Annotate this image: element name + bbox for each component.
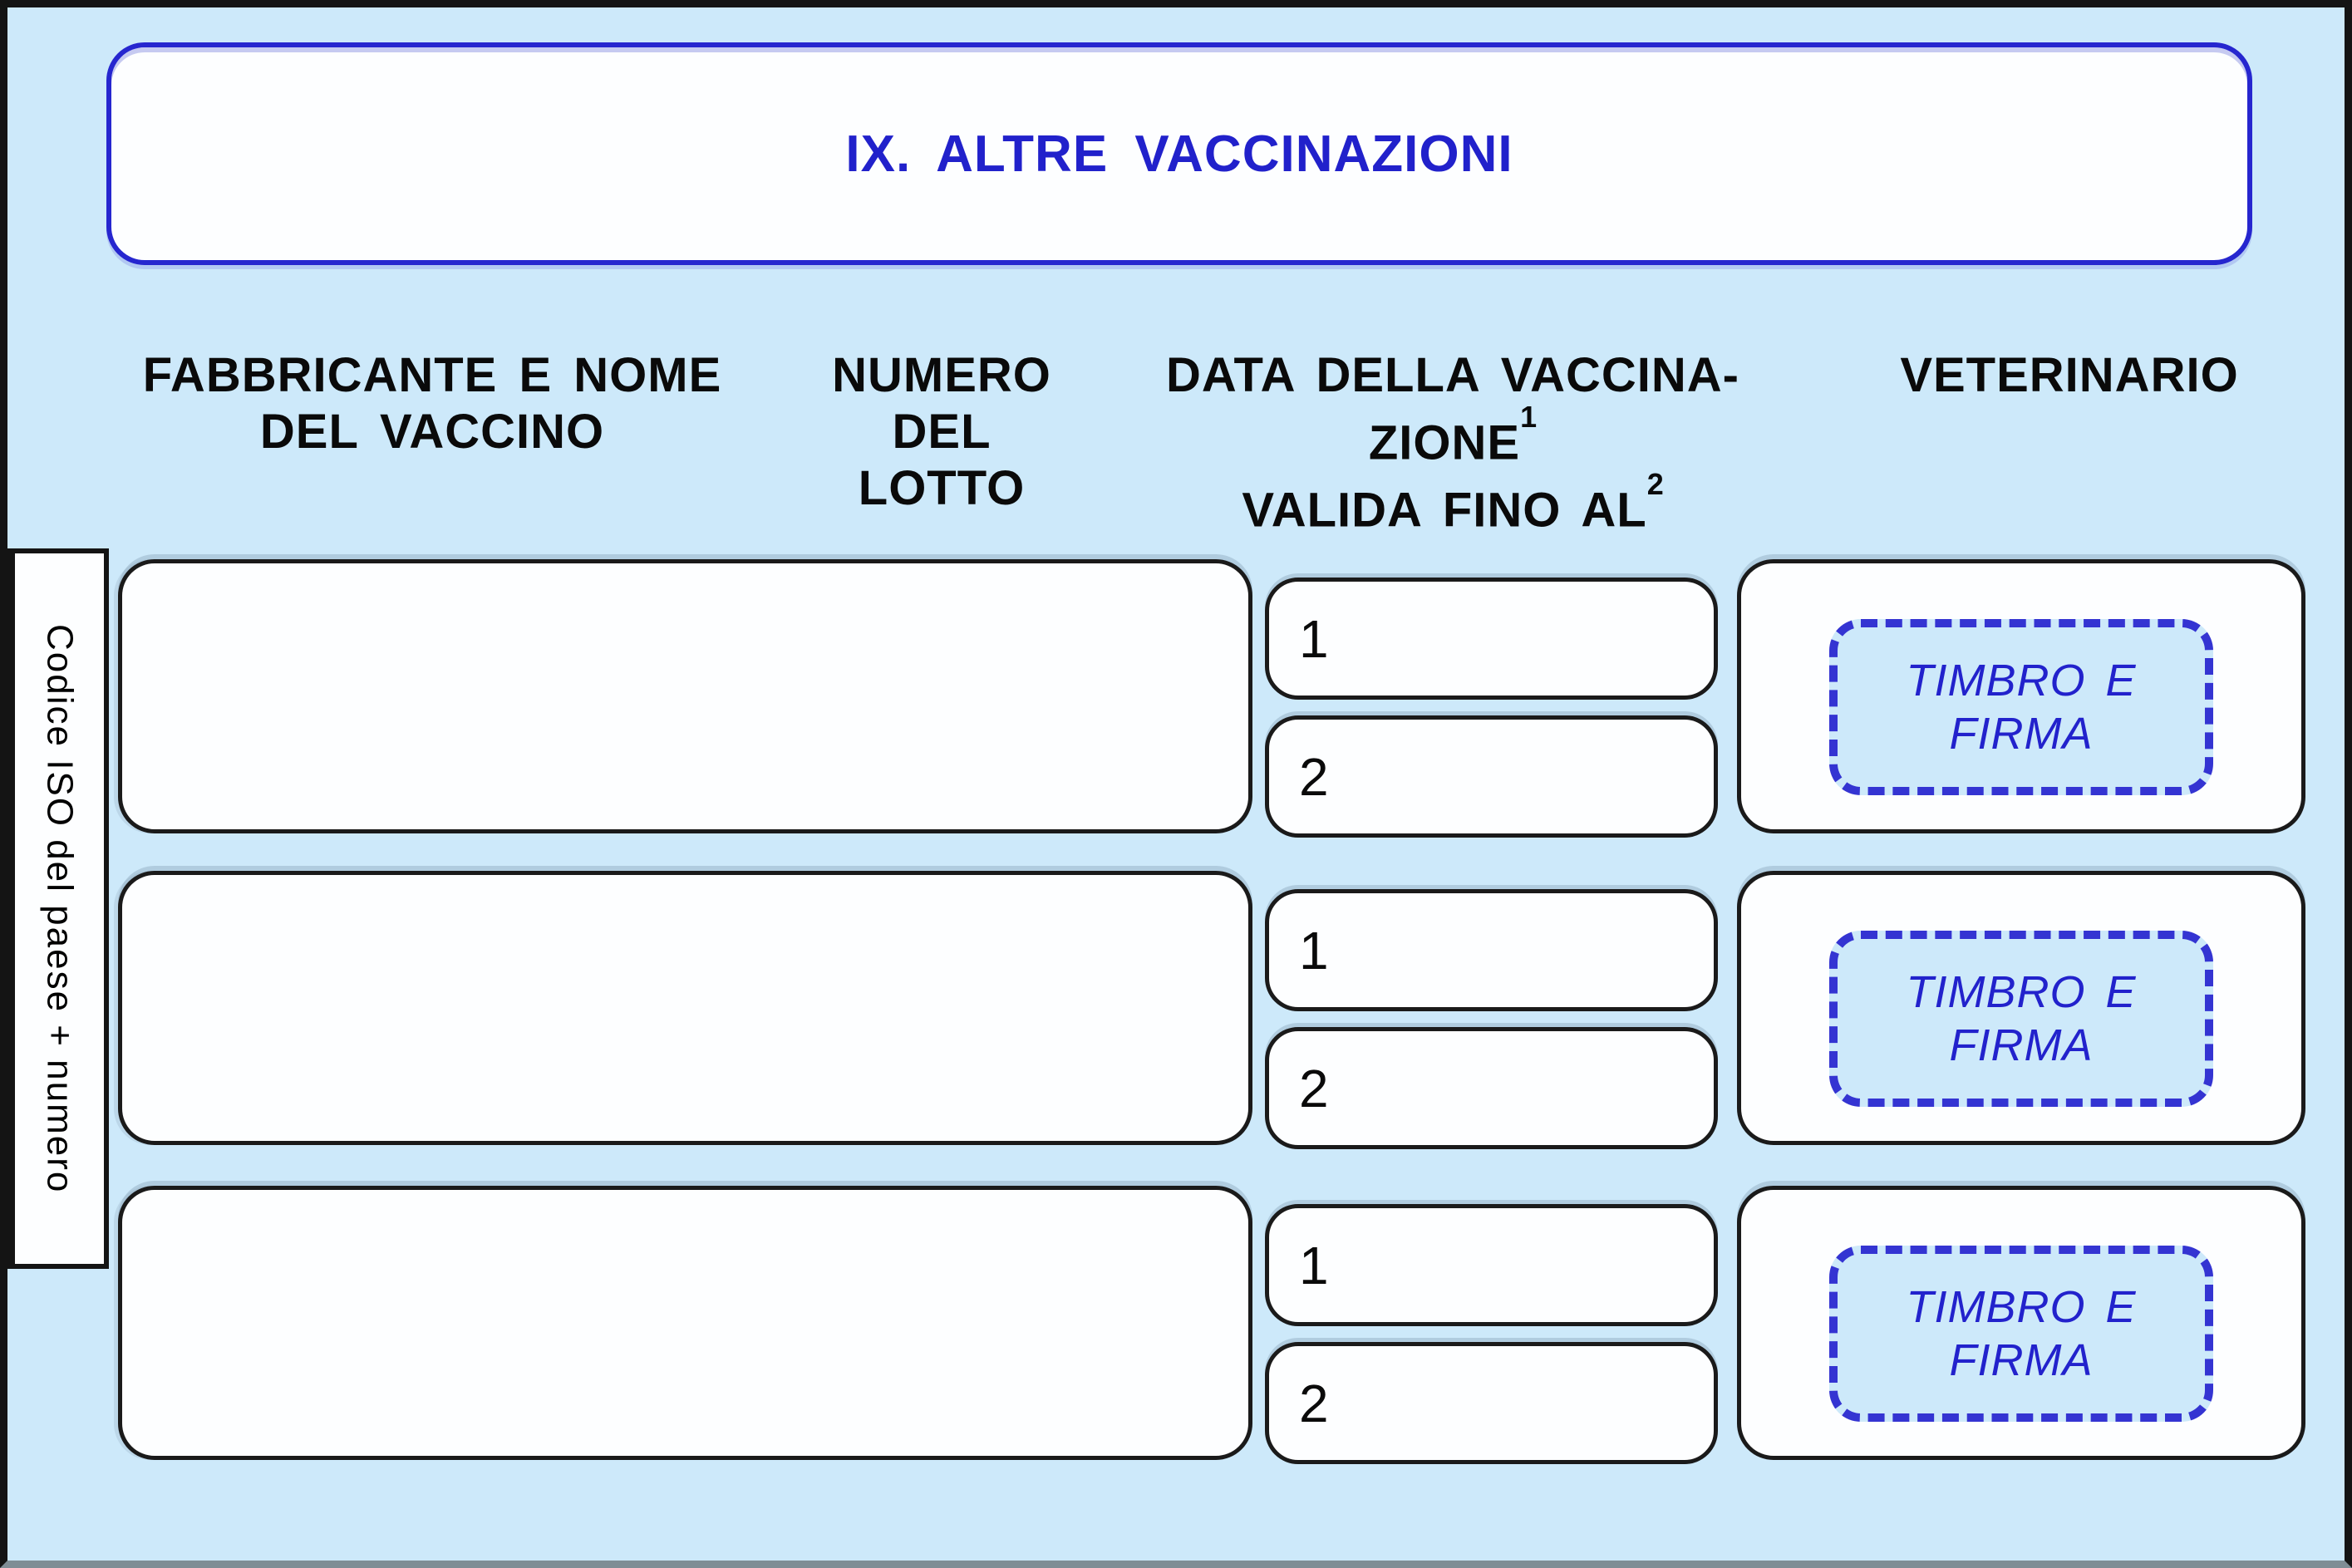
date-column	[1265, 1186, 1718, 1468]
footnote-ref-1: 1	[1520, 400, 1538, 435]
vaccine-manufacturer-lot-field[interactable]	[118, 871, 1252, 1145]
vaccination-date-field[interactable]	[1265, 889, 1718, 1011]
slot-number-label: 1	[1299, 608, 1329, 669]
stamp-label-line: TIMBRO E	[1906, 656, 2137, 705]
column-header-veterinarian	[1787, 347, 2352, 404]
header-line: FABBRICANTE E NOME	[142, 348, 722, 402]
vaccine-manufacturer-lot-field[interactable]	[118, 559, 1252, 833]
header-line: VALIDA FINO $AL^2$	[1242, 467, 1664, 538]
vaccination-date-field[interactable]	[1265, 1204, 1718, 1326]
header-line: DATA DELLA VACCINA-	[1166, 348, 1739, 402]
valid-until-date-field[interactable]	[1265, 1027, 1718, 1149]
slot-number-label: 2	[1299, 1373, 1329, 1433]
page-title: IX. ALTRE VACCINAZIONI	[845, 125, 1513, 183]
vaccination-row	[7, 559, 2352, 833]
stamp-signature-area[interactable]	[1829, 619, 2213, 795]
slot-number-label: 2	[1299, 1058, 1329, 1118]
column-header-vaccine	[125, 347, 740, 460]
slot-number-label: 1	[1299, 920, 1329, 981]
stamp-label-line: TIMBRO E	[1906, 967, 2137, 1017]
stamp-label-line: FIRMA	[1949, 709, 2094, 759]
iso-code-label: Codice ISO del paese + numero	[39, 623, 81, 1194]
header-line: DEL	[892, 405, 991, 459]
header-line: LOTTO	[858, 461, 1026, 515]
valid-until-date-field[interactable]	[1265, 715, 1718, 838]
vaccination-date-field[interactable]	[1265, 578, 1718, 700]
column-header-lot-number	[775, 347, 1108, 517]
vaccination-row	[7, 1186, 2352, 1460]
column-header-vaccination-date	[1162, 347, 1744, 539]
stamp-label-line: FIRMA	[1949, 1020, 2094, 1070]
header-line: NUMERO	[832, 348, 1051, 402]
stamp-signature-area[interactable]	[1829, 1246, 2213, 1422]
date-column	[1265, 559, 1718, 842]
header-line: VETERINARIO	[1900, 348, 2239, 402]
vaccine-manufacturer-lot-field[interactable]	[118, 1186, 1252, 1460]
veterinarian-field	[1737, 1186, 2305, 1460]
veterinarian-field	[1737, 559, 2305, 833]
slot-number-label: 1	[1299, 1235, 1329, 1295]
stamp-label-line: TIMBRO E	[1906, 1282, 2137, 1332]
section-title-box	[106, 42, 2252, 265]
date-column	[1265, 871, 1718, 1153]
veterinarian-field	[1737, 871, 2305, 1145]
valid-until-date-field[interactable]	[1265, 1342, 1718, 1464]
header-line: DEL VACCINO	[259, 405, 605, 459]
vaccination-row	[7, 871, 2352, 1145]
stamp-label-line: FIRMA	[1949, 1335, 2094, 1385]
header-line: ZIONE$^1$	[1368, 400, 1538, 470]
stamp-signature-area[interactable]	[1829, 931, 2213, 1107]
slot-number-label: 2	[1299, 746, 1329, 807]
footnote-ref-2: 2	[1646, 467, 1664, 502]
